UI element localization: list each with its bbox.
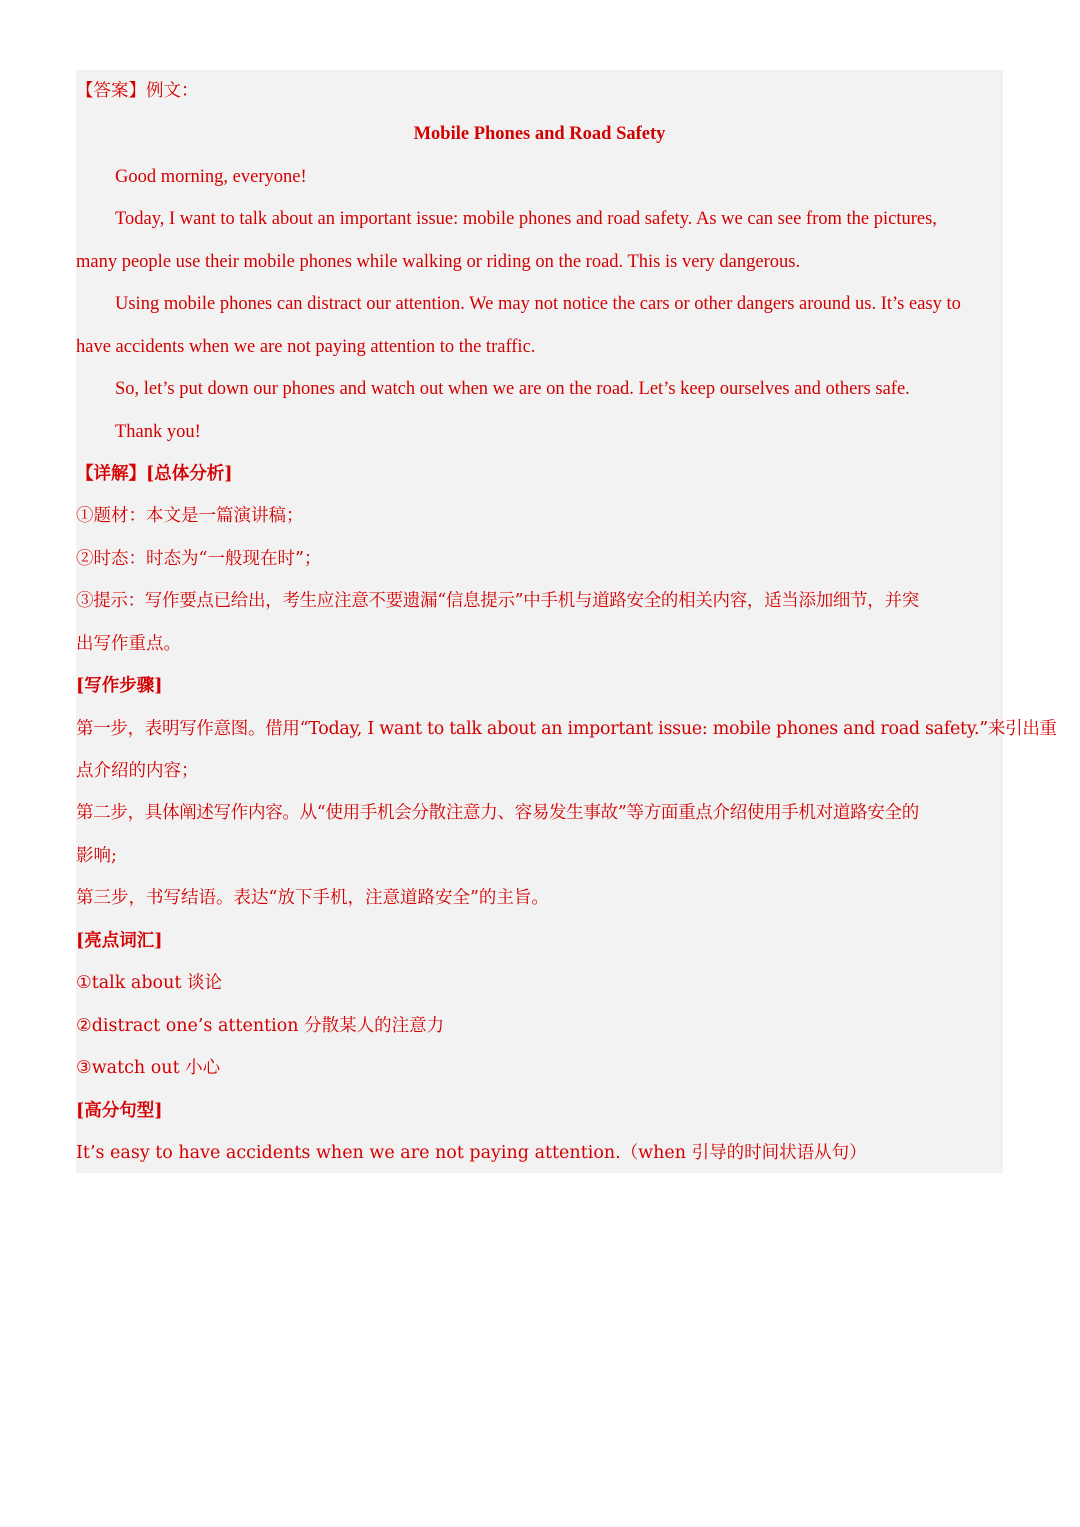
vocabulary-item-3: ③watch out 小心 [76,1058,221,1078]
overall-analysis-heading: [总体分析] [146,464,233,484]
analysis-item-3-line-1: ③提示：写作要点已给出，考生应注意不要遗漏“信息提示”中手机与道路安全的相关内容，适当添加细节，并突 [76,591,919,611]
essay-paragraph-2-line-1: Using mobile phones can distract our attention. We may not notice the cars or other dangers around us. It’s easy to [115,294,961,314]
vocabulary-heading: [亮点词汇] [76,931,163,951]
essay-paragraph-1-line-1: Today, I want to talk about an important issue: mobile phones and road safety. As we can see from the pictures, [115,209,937,229]
essay-closing: Thank you! [115,422,201,442]
answer-label: 【答案】例文： [76,81,199,101]
essay-paragraph-1-line-2: many people use their mobile phones while walking or riding on the road. This is very dangerous. [76,252,801,272]
analysis-item-1: ①题材：本文是一篇演讲稿； [76,506,304,526]
step-2-line-2: 影响; [76,846,117,866]
step-3: 第三步，书写结语。表达“放下手机，注意道路安全”的主旨。 [76,888,549,908]
essay-paragraph-3: So, let’s put down our phones and watch out when we are on the road. Let’s keep ourselves and others safe. [115,379,910,399]
essay-greeting: Good morning, everyone! [115,167,307,187]
sentence-pattern-heading: [高分句型] [76,1101,163,1121]
vocabulary-item-2: ②distract one’s attention 分散某人的注意力 [76,1016,445,1036]
essay-paragraph-2-line-2: have accidents when we are not paying attention to the traffic. [76,337,536,357]
analysis-heading [76,462,233,486]
analysis-item-3-line-2: 出写作重点。 [76,634,181,654]
essay-title: Mobile Phones and Road Safety [413,124,666,144]
analysis-label: 【详解】 [76,464,146,484]
step-1-line-1: 第一步，表明写作意图。借用“Today, I want to talk about an important issue: mobile phones and road safety.”来引出重 [76,719,1057,739]
step-2-line-1: 第二步，具体阐述写作内容。从“使用手机会分散注意力、容易发生事故”等方面重点介绍使用手机对道路安全的 [76,803,919,823]
answer-content-box [76,70,1057,1173]
sentence-pattern-1: It’s easy to have accidents when we are not paying attention.（when 引导的时间状语从句） [76,1143,867,1163]
step-1-line-2: 点介绍的内容； [76,761,199,781]
vocabulary-item-1: ①talk about 谈论 [76,973,222,993]
writing-steps-heading: [写作步骤] [76,676,163,696]
analysis-item-2: ②时态：时态为“一般现在时”； [76,549,322,569]
